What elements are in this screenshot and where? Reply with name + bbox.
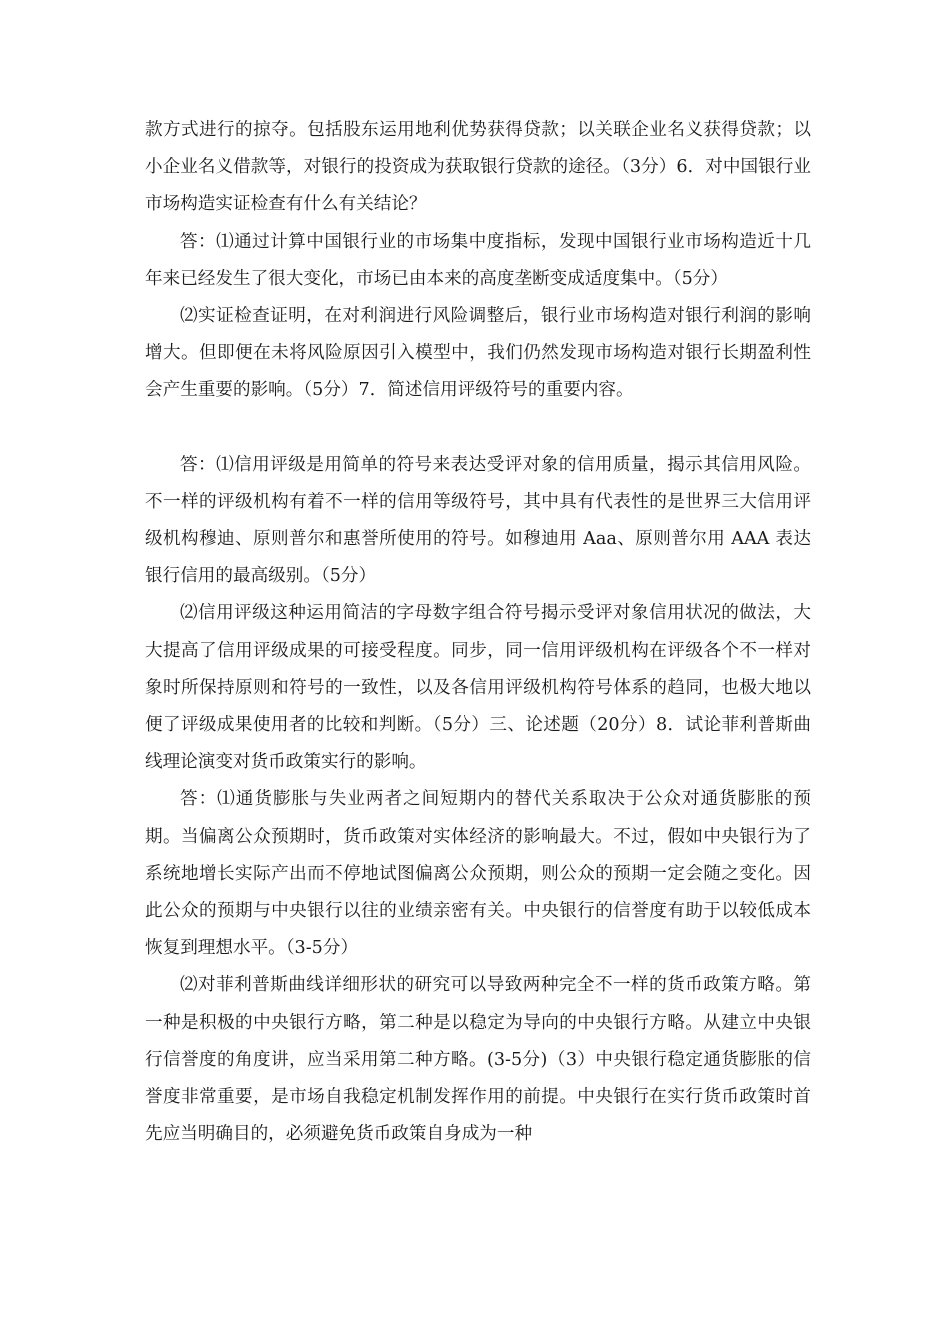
paragraph-6: 答：⑴通货膨胀与失业两者之间短期内的替代关系取决于公众对通货膨胀的预期。当偏离公众预期时，货币政策对实体经济的影响最大。不过，假如中央银行为了系统地增长实际产出而不停地试图偏离公众预期，则公众的预期一定会随之变化。因此公众的预期与中央银行以往的业绩亲密有关。中央银行的信誉度有助于以较低成本恢复到理想水平。（3-5分） [145, 789, 811, 959]
paragraph-2: 答：⑴通过计算中国银行业的市场集中度指标，发现中国银行业市场构造近十几年来已经发生了很大变化，市场已由本来的高度垄断变成适度集中。（5分） [145, 231, 811, 289]
paragraph-5: ⑵信用评级这种运用简洁的字母数字组合符号揭示受评对象信用状况的做法，大大提高了信用评级成果的可接受程度。同步，同一信用评级机构在评级各个不一样对象时所保持原则和符号的一致性，以及各信用评级机构符号体系的趋同，也极大地以便了评级成果使用者的比较和判断。（5分）三、论述题（20分）8．试论菲利普斯曲线理论演变对货币政策实行的影响。 [145, 603, 811, 773]
paragraph-4: 答：⑴信用评级是用简单的符号来表达受评对象的信用质量，揭示其信用风险。不一样的评级机构有着不一样的信用等级符号，其中具有代表性的是世界三大信用评级机构穆迪、原则普尔和惠誉所使用的符号。如穆迪用 Aaa、原则普尔用 AAA 表达银行信用的最高级别。（5分） [145, 454, 811, 587]
paragraph-3: ⑵实证检查证明，在对利润进行风险调整后，银行业市场构造对银行利润的影响增大。但即便在未将风险原因引入模型中，我们仍然发现市场构造对银行长期盈利性会产生重要的影响。（5分）7．简述信用评级符号的重要内容。 [145, 306, 811, 401]
paragraph-7: ⑵对菲利普斯曲线详细形状的研究可以导致两种完全不一样的货币政策方略。第一种是积极的中央银行方略，第二种是以稳定为导向的中央银行方略。从建立中央银行信誉度的角度讲，应当采用第二种方略。(3-5分)（3）中央银行稳定通货膨胀的信誉度非常重要，是市场自我稳定机制发挥作用的前提。中央银行在实行货币政策时首先应当明确目的，必须避免货币政策自身成为一种 [145, 975, 811, 1145]
document-body [145, 112, 811, 1153]
paragraph-1: 款方式进行的掠夺。包括股东运用地利优势获得贷款；以关联企业名义获得贷款；以小企业名义借款等，对银行的投资成为获取银行贷款的途径。（3分）6．对中国银行业市场构造实证检查有什么有关结论？ [145, 120, 811, 215]
